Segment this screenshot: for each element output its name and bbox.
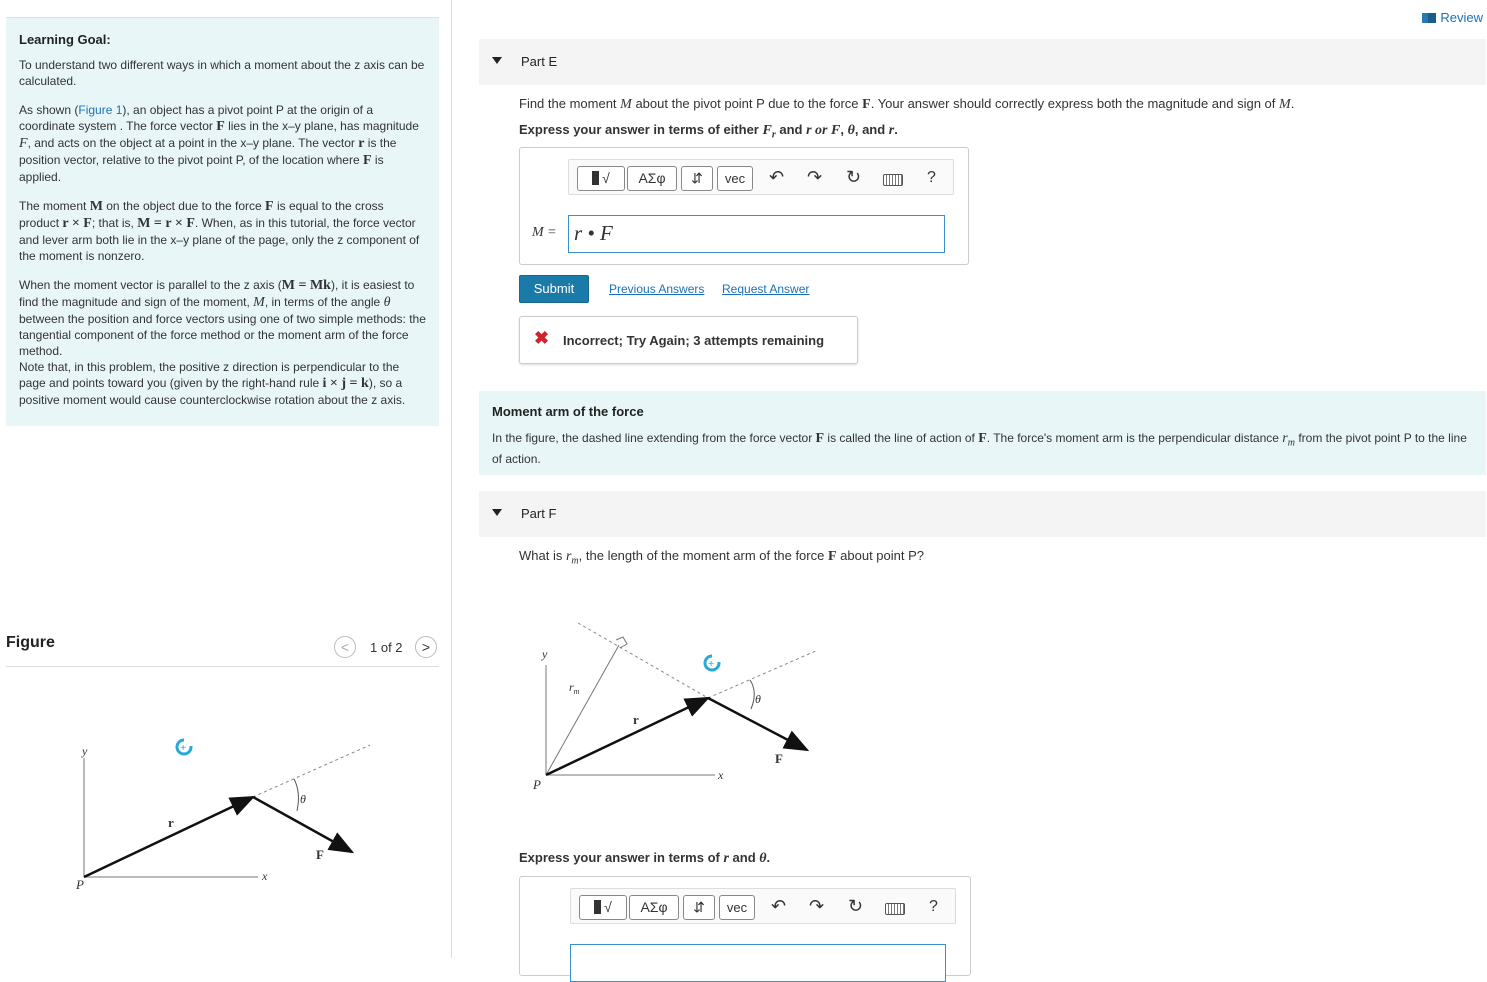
template-block-icon [592, 171, 599, 185]
undo-icon[interactable]: ↶ [769, 167, 785, 187]
goal-paragraph-3: The moment M on the object due to the force F is equal to the cross product r × F; that is, M = r × F. When, as in this tutorial, the force vector and lever arm both lie in the x–y plane of the page, only the z component of the moment is nonzero. [19, 199, 420, 263]
reset-icon[interactable]: ↻ [846, 167, 862, 187]
review-link[interactable]: Review [1422, 10, 1483, 25]
part-e-instruction: Express your answer in terms of either $F_r$ and r or F, θ, and r. [519, 122, 898, 141]
hint-text: In the figure, the dashed line extending from the force vector F is called the line of action of F. The force's moment arm is the perpendicular distance $r_m$ from the pivot point P to the line of action. [492, 431, 1467, 467]
r-label: r [168, 815, 174, 830]
x-label: x [262, 869, 268, 883]
redo-icon[interactable]: ↷ [807, 167, 823, 187]
collapse-triangle-icon [492, 509, 502, 516]
book-icon [1422, 13, 1436, 23]
goal-paragraph-4: When the moment vector is parallel to the z axis (M = Mk), it is easiest to find the magnitude and sign of the moment, M, in terms of the angle θ between the position and force vectors using one of two simple methods: the tangential component of the force method or the moment arm of the force method. [19, 278, 426, 358]
math-toolbar [570, 888, 956, 924]
request-answer-link[interactable]: Request Answer [722, 282, 810, 296]
rm-label: $r_m$ [569, 680, 580, 696]
moment-arm-line [546, 645, 619, 775]
help-icon[interactable]: ? [927, 169, 936, 186]
position-vector-r [546, 698, 708, 775]
part-e-header[interactable] [479, 39, 1486, 85]
line-of-action-extension [708, 650, 818, 698]
p-label: P [76, 877, 84, 892]
template-block-icon [594, 900, 601, 914]
part-f-answer-box [519, 876, 971, 976]
theta-label: θ [755, 692, 761, 706]
hint-box [479, 391, 1486, 475]
figure-1-link[interactable]: Figure 1 [78, 103, 123, 117]
y-label: y [82, 744, 88, 758]
keyboard-icon[interactable] [883, 174, 903, 186]
redo-icon[interactable]: ↷ [809, 896, 825, 916]
r-label: r [633, 712, 639, 727]
feedback-box [519, 316, 858, 364]
figure-prev-button[interactable]: < [334, 636, 356, 658]
answer-input[interactable] [570, 944, 946, 982]
part-f-header[interactable] [479, 491, 1486, 537]
undo-icon[interactable]: ↶ [771, 896, 787, 916]
incorrect-icon: ✖ [534, 328, 550, 348]
goal-paragraph-2: As shown (Figure 1), an object has a pivot point P at the origin of a coordinate system . The force vector F lies in the x–y plane, has magnitude F, and acts on the object at a point in the x–y plane. The vector r is the position vector, relative to the pivot point P, of the location where F is applied. [19, 103, 419, 184]
part-f-question: What is $r_m$, the length of the moment arm of the force F about point P? [519, 548, 924, 567]
line-of-action [578, 623, 708, 698]
answer-label: M = [532, 225, 557, 240]
keyboard-icon[interactable] [885, 903, 905, 915]
templates-button[interactable]: √ [577, 166, 625, 191]
p-label: P [533, 777, 541, 792]
part-f-instruction: Express your answer in terms of r and θ. [519, 850, 771, 866]
theta-arc [294, 779, 298, 811]
part-e-question: Find the moment M about the pivot point P due to the force F. Your answer should correctly express both the magnitude and sign of M. [519, 96, 1295, 112]
figure-2-diagram [520, 610, 840, 810]
part-e-answer-box [519, 147, 969, 265]
goal-paragraph-5: Note that, in this problem, the positive z direction is perpendicular to the page and points toward you (given by the right-hand rule i × j = k), so a positive moment would cause counterclockwise rotation about the z axis. [19, 360, 406, 407]
f-label: F [316, 847, 324, 862]
theta-label: θ [300, 792, 306, 806]
learning-goal [6, 17, 439, 426]
templates-button[interactable]: √ [579, 895, 627, 920]
ccw-label: + [180, 742, 187, 754]
learning-goal-title: Learning Goal: [19, 32, 111, 47]
theta-arc [750, 680, 754, 709]
right-angle-marker [616, 637, 627, 648]
vec-button[interactable]: vec [717, 166, 753, 191]
feedback-message: Incorrect; Try Again; 3 attempts remaining [563, 333, 825, 348]
part-f-title: Part F [521, 506, 557, 521]
collapse-triangle-icon [492, 57, 502, 64]
vec-button[interactable]: vec [719, 895, 755, 920]
f-label: F [775, 751, 783, 766]
math-toolbar [568, 159, 954, 195]
figure-title: Figure [6, 634, 55, 651]
line-of-action [253, 745, 370, 797]
answer-input[interactable]: r • F [568, 215, 945, 253]
left-panel [0, 0, 452, 958]
figure-count: 1 of 2 [370, 640, 403, 655]
greek-button[interactable]: ΑΣφ [629, 895, 679, 920]
position-vector-r [84, 797, 253, 877]
part-e-title: Part E [521, 54, 558, 69]
hint-title: Moment arm of the force [492, 404, 644, 419]
previous-answers-link[interactable]: Previous Answers [609, 282, 705, 296]
y-label: y [542, 647, 548, 661]
figure-1-diagram [0, 680, 450, 920]
figure-header [6, 628, 439, 667]
goal-paragraph-1: To understand two different ways in which a moment about the z axis can be calculated. [19, 58, 425, 88]
reset-icon[interactable]: ↻ [848, 896, 864, 916]
greek-button[interactable]: ΑΣφ [627, 166, 677, 191]
arrows-button[interactable]: ⇵ [681, 166, 713, 191]
arrows-button[interactable]: ⇵ [683, 895, 715, 920]
submit-button[interactable]: Submit [519, 275, 589, 303]
ccw-label: + [708, 658, 715, 670]
help-icon[interactable]: ? [929, 898, 938, 915]
figure-next-button[interactable]: > [415, 636, 437, 658]
x-label: x [718, 768, 724, 782]
